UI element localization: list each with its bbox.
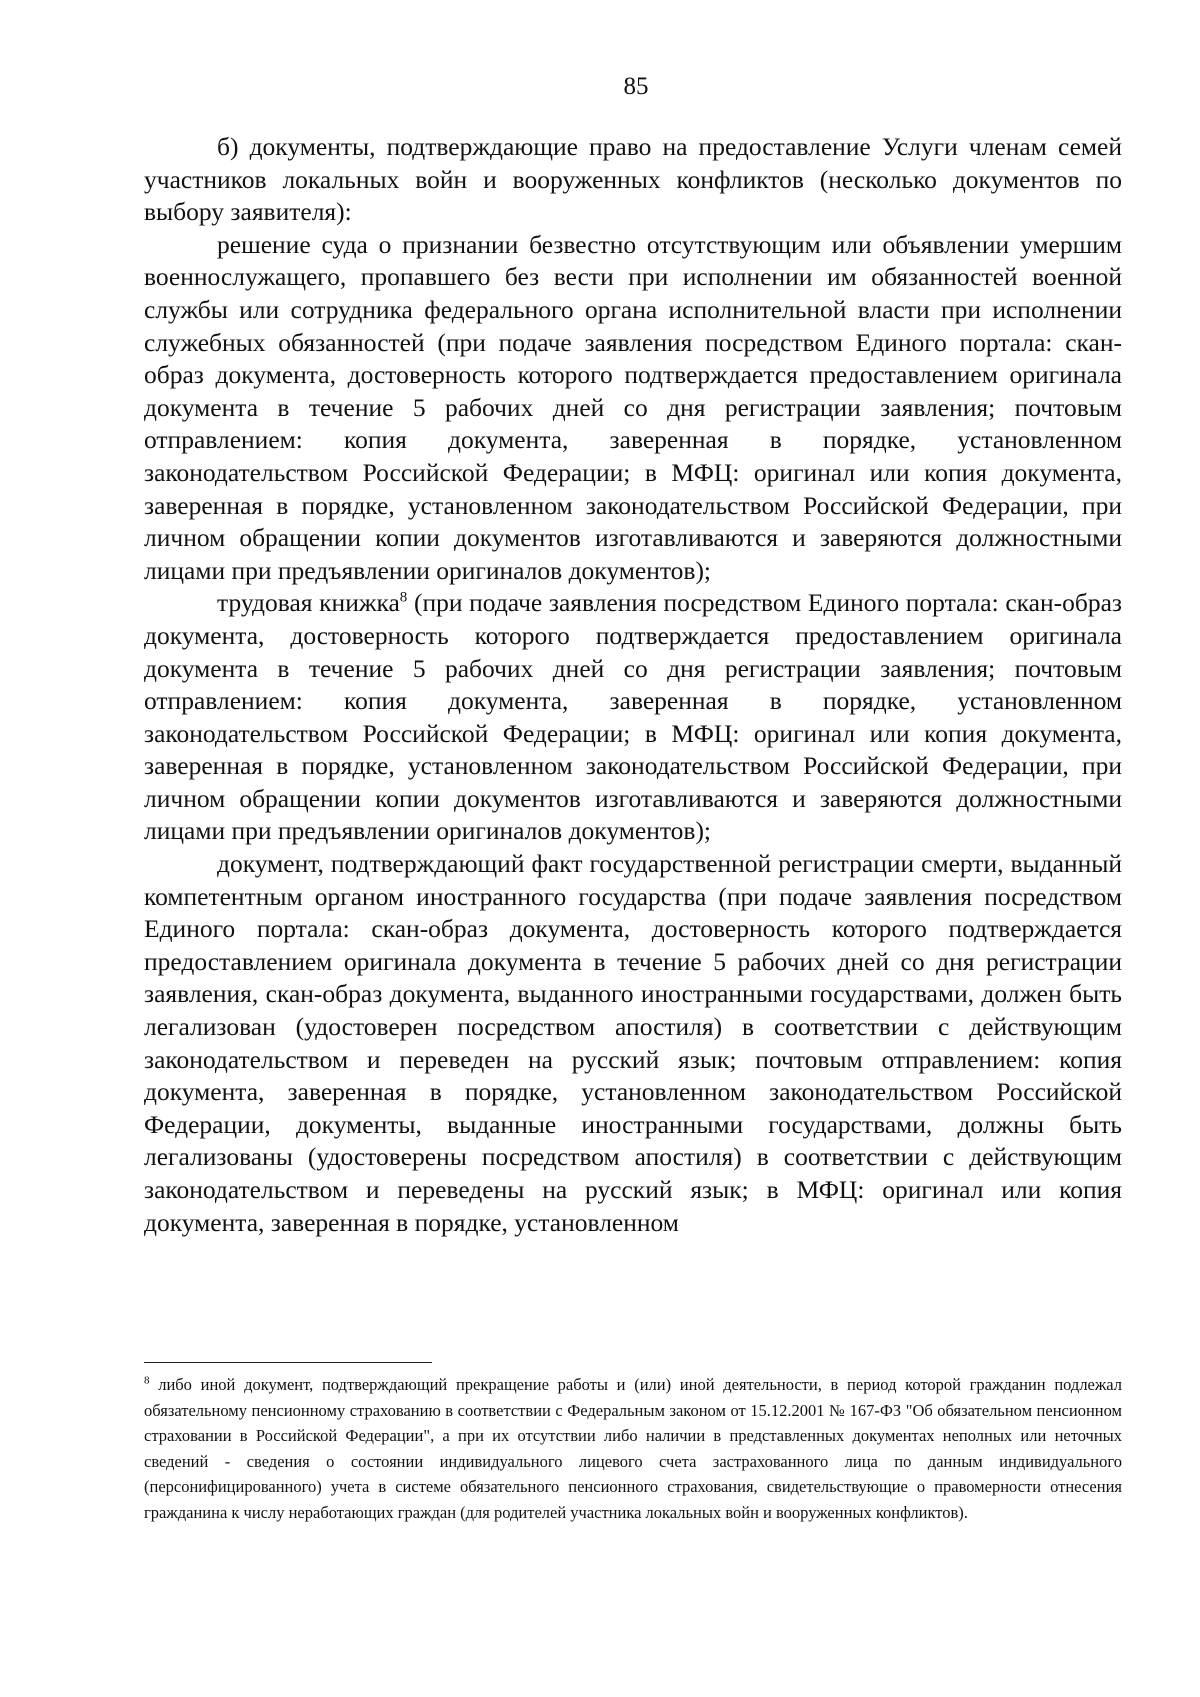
footnote-text: либо иной документ, подтверждающий прекращение работы и (или) иной деятельности, в период которой гражданин подлежал обязательному пенсионному страхованию в соответствии с Федеральным законом от 15.12.2001 № 167-ФЗ "Об обязательном пенсионном страховании в Российской Федерации", а при их отсутствии либо наличии в представленных документах неполных или неточных сведений - сведения о состоянии индивидуального лицевого счета застрахованного лица по данным индивидуального (персонифицированного) учета в системе обязательного пенсионного страхования, свидетельствующие о правомерности отнесения гражданина к числу неработающих граждан (для родителей участника локальных войн и вооруженных конфликтов). [144, 1375, 1122, 1522]
labor-book-text: (при подаче заявления посредством Единого портала: скан-образ документа, достоверность которого подтверждается предоставлением оригинала документа в течение 5 рабочих дней со дня регистрации заявления; почтовым отправлением: копия документа, заверенная в порядке, установленном законодательством Российской Федерации; в МФЦ: оригинал или копия документа, заверенная в порядке, установленном законодательством Российской Федерации, при личном обращении копии документов изготавливаются и заверяются должностными лицами при предъявлении оригиналов документов); [144, 588, 1123, 846]
main-text [144, 131, 1122, 1239]
labor-book-lead: трудовая книжка [217, 588, 400, 618]
paragraph-court-decision: решение суда о признании безвестно отсутствующим или объявлении умершим военнослужащего, пропавшего без вести при исполнении им обязанностей военной службы или сотрудника федерального органа исполнительной власти при исполнении служебных обязанностей (при подаче заявления посредством Единого портала: скан-образ документа, достоверность которого подтверждается предоставлением оригинала документа в течение 5 рабочих дней со дня регистрации заявления; почтовым отправлением: копия документа, заверенная в порядке, установленном законодательством Российской Федерации; в МФЦ: оригинал или копия документа, заверенная в порядке, установленном законодательством Российской Федерации, при личном обращении копии документов изготавливаются и заверяются должностными лицами при предъявлении оригиналов документов); [144, 229, 1122, 585]
footnote-mark: 8 [144, 1374, 150, 1387]
footnote-reference[interactable]: 8 [399, 589, 408, 606]
page-number: 85 [623, 73, 649, 100]
paragraph-documents-intro: б) документы, подтверждающие право на предоставление Услуги членам семей участников локальных войн и вооруженных конфликтов (несколько документов по выбору заявителя): [144, 132, 1122, 227]
paragraph-labor-book [144, 587, 1122, 848]
paragraph-death-document: документ, подтверждающий факт государственной регистрации смерти, выданный компетентным органом иностранного государства (при подаче заявления посредством Единого портала: скан-образ документа, достоверность которого подтверждается предоставлением оригинала документа в течение 5 рабочих дней со дня регистрации заявления, скан-образ документа, выданного иностранными государствами, должен быть легализован (удостоверен посредством апостиля) в соответствии с действующим законодательством и переведен на русский язык; почтовым отправлением: копия документа, заверенная в порядке, установленном законодательством Российской Федерации, документы, выданные иностранными государствами, должны быть легализованы (удостоверены посредством апостиля) в соответствии с действующим законодательством и переведены на русский язык; в МФЦ: оригинал или копия документа, заверенная в порядке, установленном [144, 849, 1122, 1237]
footnote-separator [144, 1362, 432, 1363]
footnote [144, 1372, 1122, 1526]
